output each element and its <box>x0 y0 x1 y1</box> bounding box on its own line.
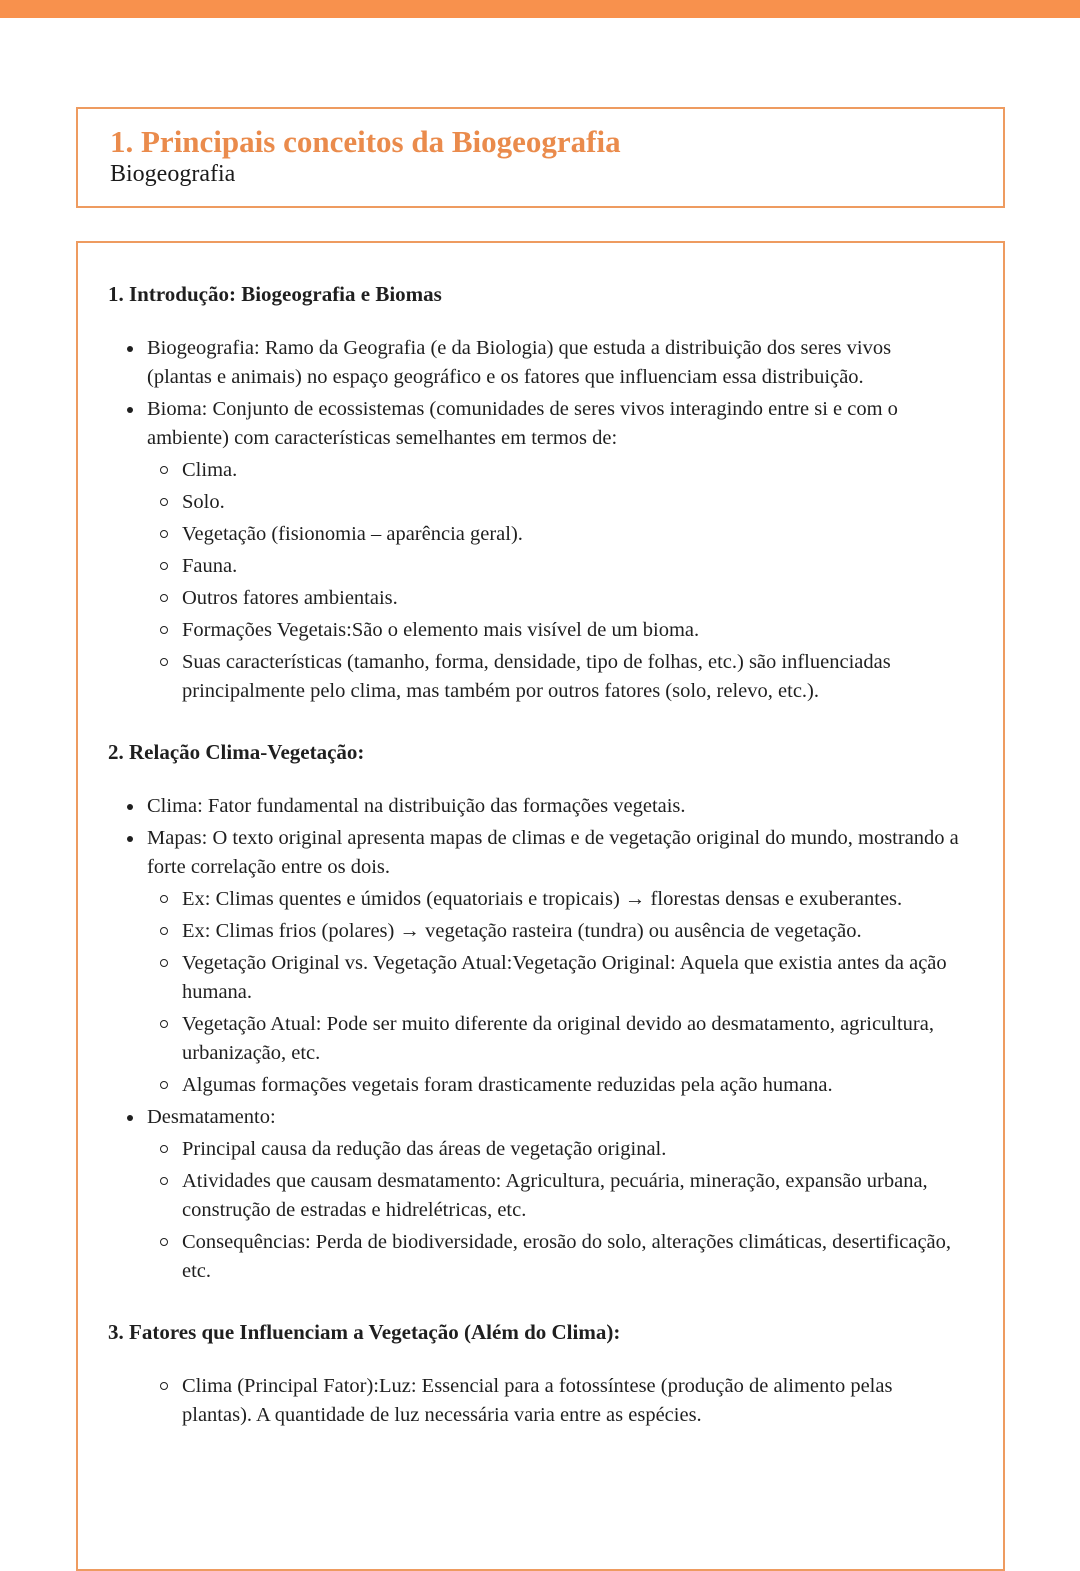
list-item-text: Desmatamento: <box>147 1106 276 1128</box>
list-item <box>108 917 959 946</box>
list-item-text: Suas características (tamanho, forma, densidade, tipo de folhas, etc.) são influenciadas principalmente pelo clima, mas também por outros fatores (solo, relevo, etc.). <box>182 651 891 702</box>
list-item-text: Biogeografia: Ramo da Geografia (e da Biologia) que estuda a distribuição dos seres vivos (plantas e animais) no espaço geográfico e os fatores que influenciam essa distribuição. <box>147 337 892 388</box>
disc-bullet-icon <box>127 407 133 413</box>
section-heading: 2. Relação Clima-Vegetação: <box>108 740 365 764</box>
top-accent-bar <box>0 0 1080 18</box>
list-item <box>108 1071 959 1100</box>
list-item <box>108 395 959 453</box>
list-item <box>108 1135 959 1164</box>
list-item <box>108 1010 959 1068</box>
circle-bullet-icon <box>160 1081 168 1089</box>
list-item <box>108 824 959 882</box>
title-card <box>76 107 1005 208</box>
list-item-text: Solo. <box>182 491 225 513</box>
disc-bullet-icon <box>127 836 133 842</box>
list-item-text: Formações Vegetais:São o elemento mais visível de um bioma. <box>182 619 700 641</box>
list-item-text: Outros fatores ambientais. <box>182 587 398 609</box>
list-item-text: Clima (Principal Fator):Luz: Essencial para a fotossíntese (produção de alimento pelas plantas). A quantidade de luz necessária varia entre as espécies. <box>182 1375 893 1426</box>
list-item-text: Atividades que causam desmatamento: Agricultura, pecuária, mineração, expansão urbana, construção de estradas e hidrelétricas, etc. <box>182 1170 928 1221</box>
circle-bullet-icon <box>160 498 168 506</box>
list-item-text: Vegetação (fisionomia – aparência geral). <box>182 523 523 545</box>
list-item <box>108 648 959 706</box>
list-item-text: Vegetação Atual: Pode ser muito diferente da original devido ao desmatamento, agricultura, urbanização, etc. <box>182 1013 934 1064</box>
circle-bullet-icon <box>160 1177 168 1185</box>
circle-bullet-icon <box>160 1020 168 1028</box>
list-item <box>108 792 959 821</box>
circle-bullet-icon <box>160 466 168 474</box>
list-item-text: Vegetação Original vs. Vegetação Atual:Vegetação Original: Aquela que existia antes da ação humana. <box>182 952 947 1003</box>
circle-bullet-icon <box>160 927 168 935</box>
circle-bullet-icon <box>160 594 168 602</box>
list-item-text: Mapas: O texto original apresenta mapas de climas e de vegetação original do mundo, mostrando a forte correlação entre os dois. <box>147 827 959 878</box>
content-card <box>76 241 1005 1571</box>
list-item <box>108 949 959 1007</box>
circle-bullet-icon <box>160 959 168 967</box>
list-item <box>108 552 959 581</box>
list-item <box>108 488 959 517</box>
list-item <box>108 1103 959 1132</box>
list-item-text: Bioma: Conjunto de ecossistemas (comunidades de seres vivos interagindo entre si e com o ambiente) com características semelhantes em termos de: <box>147 398 898 449</box>
circle-bullet-icon <box>160 1382 168 1390</box>
disc-bullet-icon <box>127 804 133 810</box>
list-item-text: Consequências: Perda de biodiversidade, erosão do solo, alterações climáticas, desertificação, etc. <box>182 1231 952 1282</box>
list-item-text: Fauna. <box>182 555 238 577</box>
disc-bullet-icon <box>127 346 133 352</box>
page-title: 1. Principais conceitos da Biogeografia <box>110 124 621 159</box>
list-item <box>108 334 959 392</box>
list-item-text: Ex: Climas frios (polares) → vegetação rasteira (tundra) ou ausência de vegetação. <box>182 920 862 942</box>
list-item <box>108 456 959 485</box>
circle-bullet-icon <box>160 1238 168 1246</box>
circle-bullet-icon <box>160 1145 168 1153</box>
disc-bullet-icon <box>127 1115 133 1121</box>
circle-bullet-icon <box>160 530 168 538</box>
section-heading: 3. Fatores que Influenciam a Vegetação (Além do Clima): <box>108 1320 621 1344</box>
circle-bullet-icon <box>160 626 168 634</box>
sections-container <box>108 281 959 1430</box>
list-item-text: Principal causa da redução das áreas de vegetação original. <box>182 1138 667 1160</box>
list-item-text: Clima: Fator fundamental na distribuição das formações vegetais. <box>147 795 686 817</box>
list-item <box>108 1372 959 1430</box>
circle-bullet-icon <box>160 562 168 570</box>
page-subtitle: Biogeografia <box>110 161 236 187</box>
list-item-text: Algumas formações vegetais foram drasticamente reduzidas pela ação humana. <box>182 1074 833 1096</box>
list-item <box>108 1167 959 1225</box>
list-item-text: Clima. <box>182 459 238 481</box>
circle-bullet-icon <box>160 658 168 666</box>
list-item <box>108 584 959 613</box>
list-item <box>108 616 959 645</box>
circle-bullet-icon <box>160 895 168 903</box>
list-item <box>108 885 959 914</box>
list-item <box>108 520 959 549</box>
list-item-text: Ex: Climas quentes e úmidos (equatoriais e tropicais) → florestas densas e exuberantes. <box>182 888 903 910</box>
list-item <box>108 1228 959 1286</box>
section-heading: 1. Introdução: Biogeografia e Biomas <box>108 282 442 306</box>
